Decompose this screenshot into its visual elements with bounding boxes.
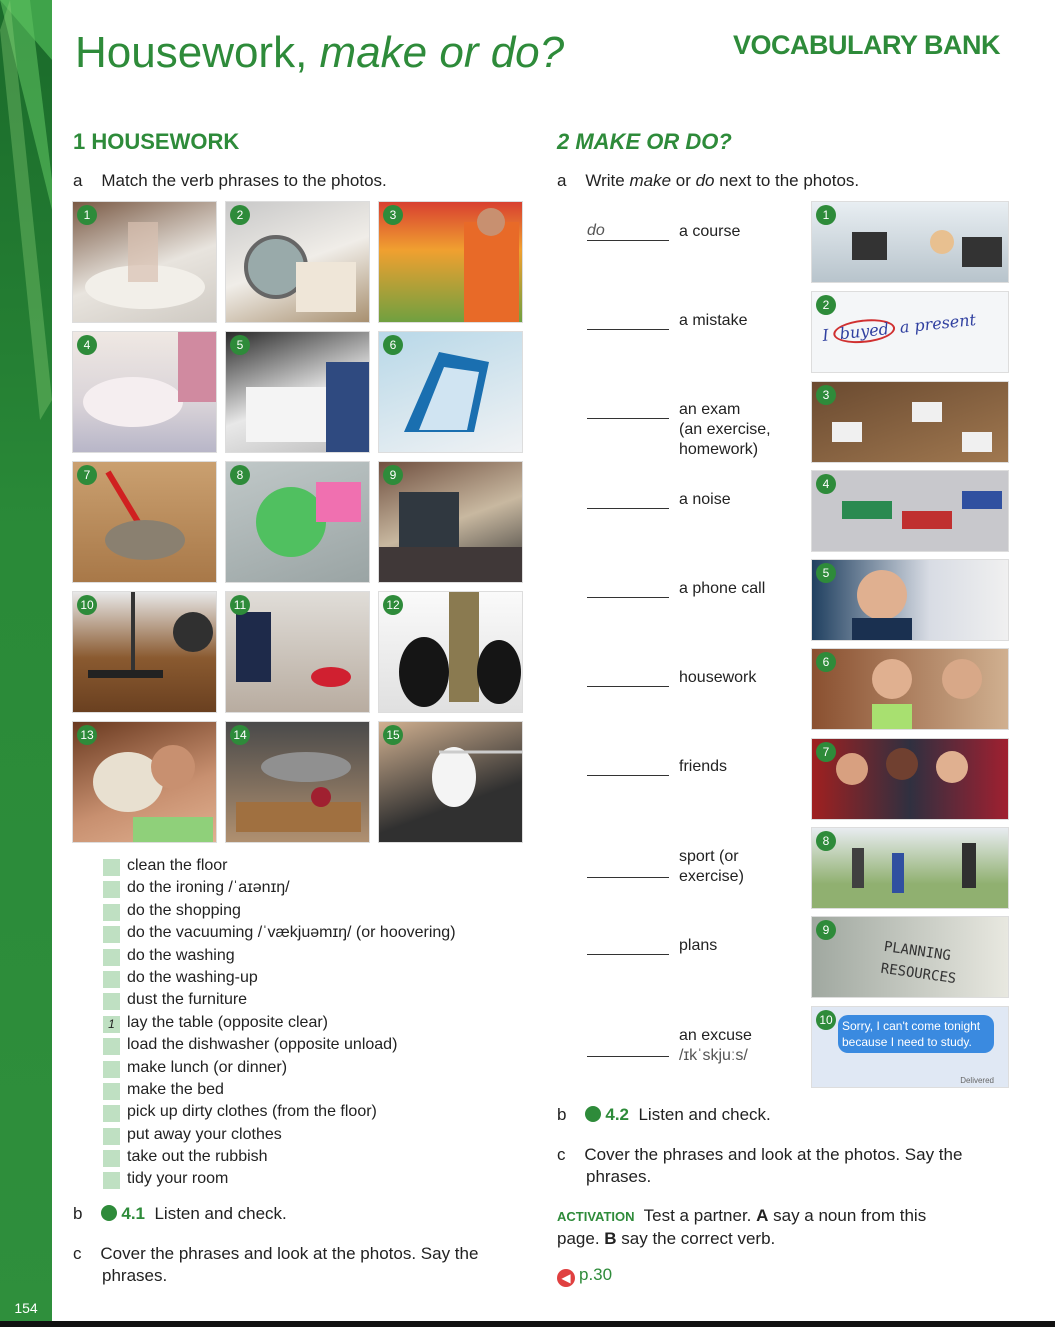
- answer-blank[interactable]: [587, 400, 669, 419]
- answer-box[interactable]: 1: [103, 1016, 120, 1033]
- phrase-text: clean the floor: [127, 857, 228, 874]
- answer-box[interactable]: [103, 904, 120, 921]
- photo-number: 9: [816, 920, 836, 940]
- arrow-left-icon: ◀: [557, 1269, 575, 1287]
- collocation-text: an exam (an exercise, homework): [679, 401, 771, 458]
- answer-box[interactable]: [103, 881, 120, 898]
- phrase-text: make lunch (or dinner): [127, 1058, 288, 1076]
- photo-housework: [811, 648, 1009, 730]
- photo-number: 3: [816, 385, 836, 405]
- photo-load-dishwasher: [378, 721, 523, 843]
- photo-number: 6: [816, 652, 836, 672]
- photo-number: 13: [77, 725, 97, 745]
- photo-number: 1: [816, 205, 836, 225]
- photo-make-lunch: [225, 721, 370, 843]
- section1-c-instruction: c Cover the phrases and look at the photos. Say the phrases.: [73, 1244, 479, 1285]
- answer-box[interactable]: [103, 1038, 120, 1055]
- answer-blank[interactable]: [587, 859, 669, 878]
- photo-number: 7: [77, 465, 97, 485]
- section2-a-instruction: a Write make or do next to the photos.: [557, 171, 860, 190]
- photo-excuse: [811, 1006, 1009, 1088]
- phrase-text: dust the furniture: [127, 991, 248, 1009]
- answer-box[interactable]: [103, 926, 120, 943]
- photo-number: 8: [230, 465, 250, 485]
- photo-washing-up: [225, 461, 370, 583]
- page-title: Housework, make or do?: [75, 28, 565, 77]
- phrase-text: take out the rubbish: [127, 1148, 268, 1166]
- photo-noise: [811, 470, 1009, 552]
- photo-tidy-room: [378, 461, 523, 583]
- message-bubble: Sorry, I can't come tonight because I need to study.: [838, 1015, 994, 1053]
- photo-make-bed: [72, 331, 217, 453]
- photo-exam: [811, 381, 1009, 463]
- phrase-text: tidy your room: [127, 1170, 229, 1188]
- collocation-text: housework: [679, 669, 757, 686]
- answer-box[interactable]: [103, 1105, 120, 1122]
- photo-number: 5: [230, 335, 250, 355]
- phrase-text: do the ironing /ˈaɪənɪŋ/: [127, 879, 290, 897]
- photo-washing-machine: [225, 201, 370, 323]
- handwriting-text: I buyed a present: [821, 309, 977, 346]
- photo-number: 11: [230, 595, 250, 615]
- photo-take-out-rubbish: [378, 591, 523, 713]
- audio-icon[interactable]: [101, 1205, 117, 1221]
- bottom-border: [0, 1321, 1055, 1327]
- photo-number: 4: [77, 335, 97, 355]
- phrase-text: do the washing-up: [127, 968, 258, 986]
- answer-blank[interactable]: do: [587, 222, 669, 241]
- photo-number: 10: [816, 1010, 836, 1030]
- answer-blank[interactable]: [587, 311, 669, 330]
- photo-plans: [811, 916, 1009, 998]
- section2-b-instruction: b 4.2 Listen and check.: [557, 1105, 771, 1124]
- collocation-text: a phone call: [679, 580, 766, 597]
- photo-number: 4: [816, 474, 836, 494]
- phrase-text: do the vacuuming /ˈvækjuəmɪŋ/ (or hoovering): [127, 924, 456, 942]
- photo-number: 7: [816, 742, 836, 762]
- page-number: 154: [14, 1300, 38, 1316]
- collocation-text: sport (or exercise): [679, 848, 744, 885]
- photo-number: 14: [230, 725, 250, 745]
- section1-b-instruction: b 4.1 Listen and check.: [73, 1204, 287, 1223]
- photo-friends: [811, 738, 1009, 820]
- section1-heading: 1 HOUSEWORK: [73, 129, 240, 154]
- photo-put-away-clothes: [225, 331, 370, 453]
- photo-ironing: [378, 331, 523, 453]
- photo-mistake: [811, 291, 1009, 373]
- decorative-rays: [0, 0, 52, 420]
- phrase-text: put away your clothes: [127, 1125, 282, 1143]
- collocation-text: a noise: [679, 491, 731, 508]
- phrase-text: make the bed: [127, 1080, 224, 1098]
- photo-clean-floor: [72, 461, 217, 583]
- photo-dust-furniture: [72, 721, 217, 843]
- section1-a-instruction: a Match the verb phrases to the photos.: [73, 171, 387, 190]
- photo-course: [811, 201, 1009, 283]
- photo-number: 15: [383, 725, 403, 745]
- answer-box[interactable]: [103, 1150, 120, 1167]
- answer-box[interactable]: [103, 1172, 120, 1189]
- message-status: Delivered: [960, 1076, 994, 1085]
- photo-phone-call: [811, 559, 1009, 641]
- activation-instruction: ACTIVATION Test a partner. A say a noun from this page. B say the correct verb.: [557, 1206, 927, 1248]
- photo-number: 10: [77, 595, 97, 615]
- answer-box[interactable]: [103, 971, 120, 988]
- audio-icon[interactable]: [585, 1106, 601, 1122]
- phrase-text: do the shopping: [127, 901, 241, 919]
- photo-number: 8: [816, 831, 836, 851]
- collocation-text: a course: [679, 223, 741, 240]
- answer-box[interactable]: [103, 859, 120, 876]
- phrase-text: do the washing: [127, 946, 235, 964]
- whiteboard-text: PLANNING RESOURCES: [879, 938, 958, 988]
- photo-number: 6: [383, 335, 403, 355]
- answer-blank[interactable]: [587, 668, 669, 687]
- photo-number: 2: [816, 295, 836, 315]
- photo-number: 12: [383, 595, 403, 615]
- collocation-text: friends: [679, 758, 728, 775]
- answer-blank[interactable]: [587, 579, 669, 598]
- photo-number: 1: [77, 205, 97, 225]
- section2-heading: 2 MAKE OR DO?: [557, 129, 732, 154]
- phrase-text: pick up dirty clothes (from the floor): [127, 1103, 377, 1121]
- phrase-text: load the dishwasher (opposite unload): [127, 1036, 398, 1054]
- page-reference-link[interactable]: ◀ p.30: [557, 1265, 612, 1287]
- photo-number: 5: [816, 563, 836, 583]
- collocation-text: a mistake: [679, 312, 748, 329]
- photo-number: 2: [230, 205, 250, 225]
- answer-blank[interactable]: [587, 1038, 669, 1057]
- answer-blank[interactable]: [587, 490, 669, 509]
- photo-lay-table: [72, 201, 217, 323]
- answer-box[interactable]: [103, 1061, 120, 1078]
- photo-vacuuming: [72, 591, 217, 713]
- vocabulary-bank-label: VOCABULARY BANK: [733, 30, 1001, 60]
- photo-number: 9: [383, 465, 403, 485]
- photo-shopping: [378, 201, 523, 323]
- answer-blank[interactable]: [587, 757, 669, 776]
- photo-sport: [811, 827, 1009, 909]
- answer-blank[interactable]: [587, 936, 669, 955]
- answer-box[interactable]: [103, 1083, 120, 1100]
- phrase-text: lay the table (opposite clear): [127, 1013, 328, 1031]
- section2-c-instruction: c Cover the phrases and look at the photos. Say the phrases.: [557, 1145, 963, 1186]
- answer-box[interactable]: [103, 949, 120, 966]
- answer-box[interactable]: [103, 993, 120, 1010]
- collocation-text: an excuse /ɪkˈskjuːs/: [679, 1027, 752, 1064]
- collocation-text: plans: [679, 937, 718, 954]
- photo-pick-up-clothes: [225, 591, 370, 713]
- answer-box[interactable]: [103, 1128, 120, 1145]
- photo-number: 3: [383, 205, 403, 225]
